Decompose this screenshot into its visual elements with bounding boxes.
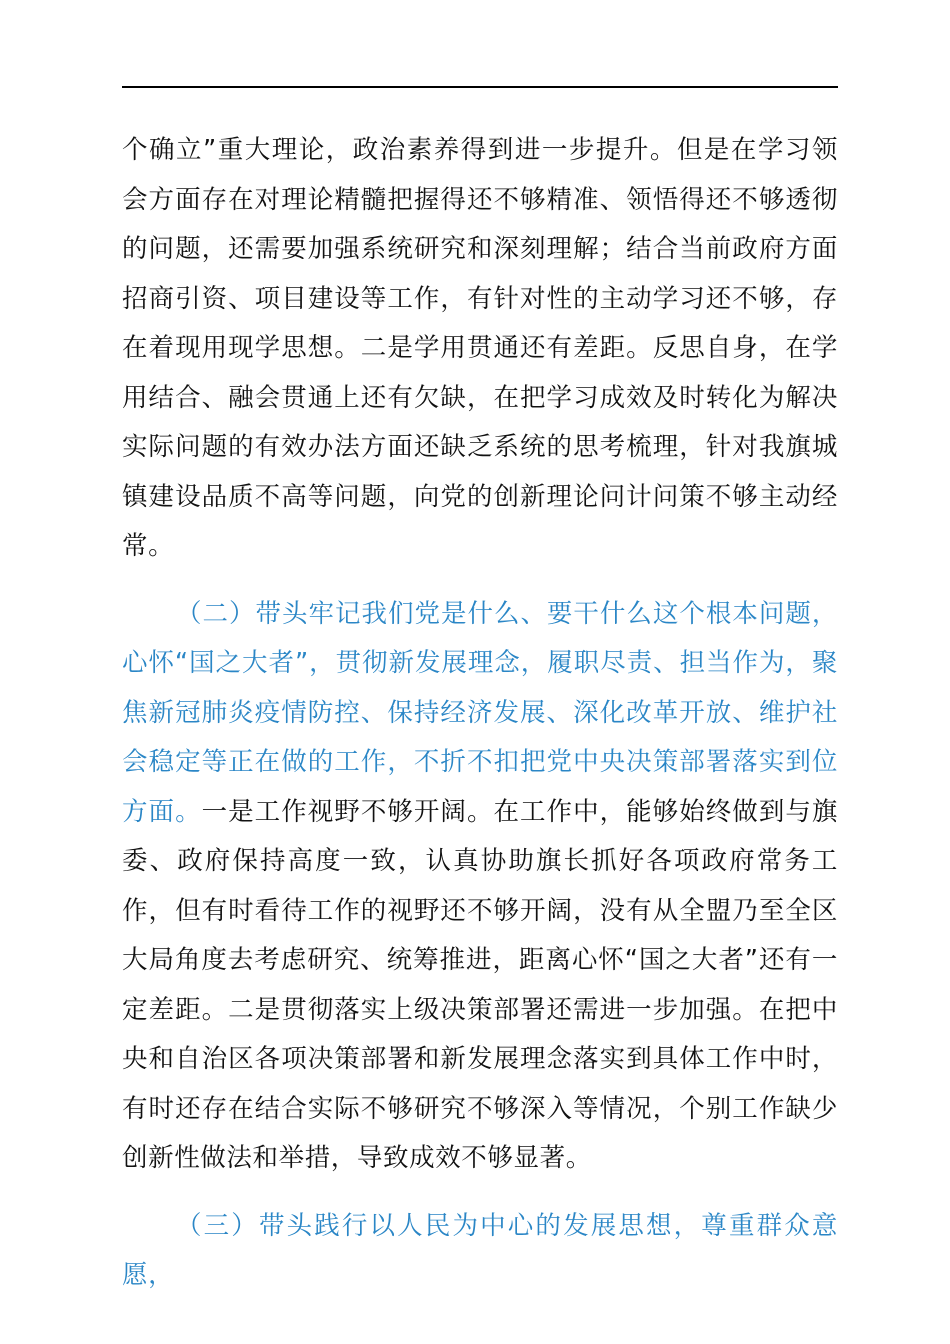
paragraph-3 — [122, 1202, 838, 1301]
paragraph-2-body: 一是工作视野不够开阔。在工作中，能够始终做到与旗委、政府保持高度一致，认真协助旗长抓好各项政府常务工作，但有时看待工作的视野还不够开阔，没有从全盟乃至全区大局角度去考虑研究、统筹推进，距离心怀“国之大者”还有一定差距。二是贯彻落实上级决策部署还需进一步加强。在把中央和自治区各项决策部署和新发展理念落实到具体工作中时，有时还存在结合实际不够研究不够深入等情况，个别工作缺少创新性做法和举措，导致成效不够显著。 — [122, 796, 838, 1173]
section-2-heading: （二）带头牢记我们党是什么、要干什么这个根本问题，心怀“国之大者”，贯彻新发展理念，履职尽责、担当作为，聚焦新冠肺炎疫情防控、保持经济发展、深化改革开放、维护社会稳定等正在做的工作，不折不扣把党中央决策部署落实到位方面。 — [122, 598, 838, 827]
section-3-heading: （三）带头践行以人民为中心的发展思想，尊重群众意愿， — [122, 1210, 838, 1290]
paragraph-2 — [122, 590, 838, 1184]
paragraph-1 — [122, 126, 838, 572]
header-rule — [122, 86, 838, 88]
document-body — [122, 126, 838, 1301]
paragraph-1-body: 个确立”重大理论，政治素养得到进一步提升。但是在学习领会方面存在对理论精髓把握得还不够精准、领悟得还不够透彻的问题，还需要加强系统研究和深刻理解；结合当前政府方面招商引资、项目建设等工作，有针对性的主动学习还不够，存在着现用现学思想。二是学用贯通还有差距。反思自身，在学用结合、融会贯通上还有欠缺，在把学习成效及时转化为解决实际问题的有效办法方面还缺乏系统的思考梳理，针对我旗城镇建设品质不高等问题，向党的创新理论问计问策不够主动经常。 — [122, 135, 838, 561]
